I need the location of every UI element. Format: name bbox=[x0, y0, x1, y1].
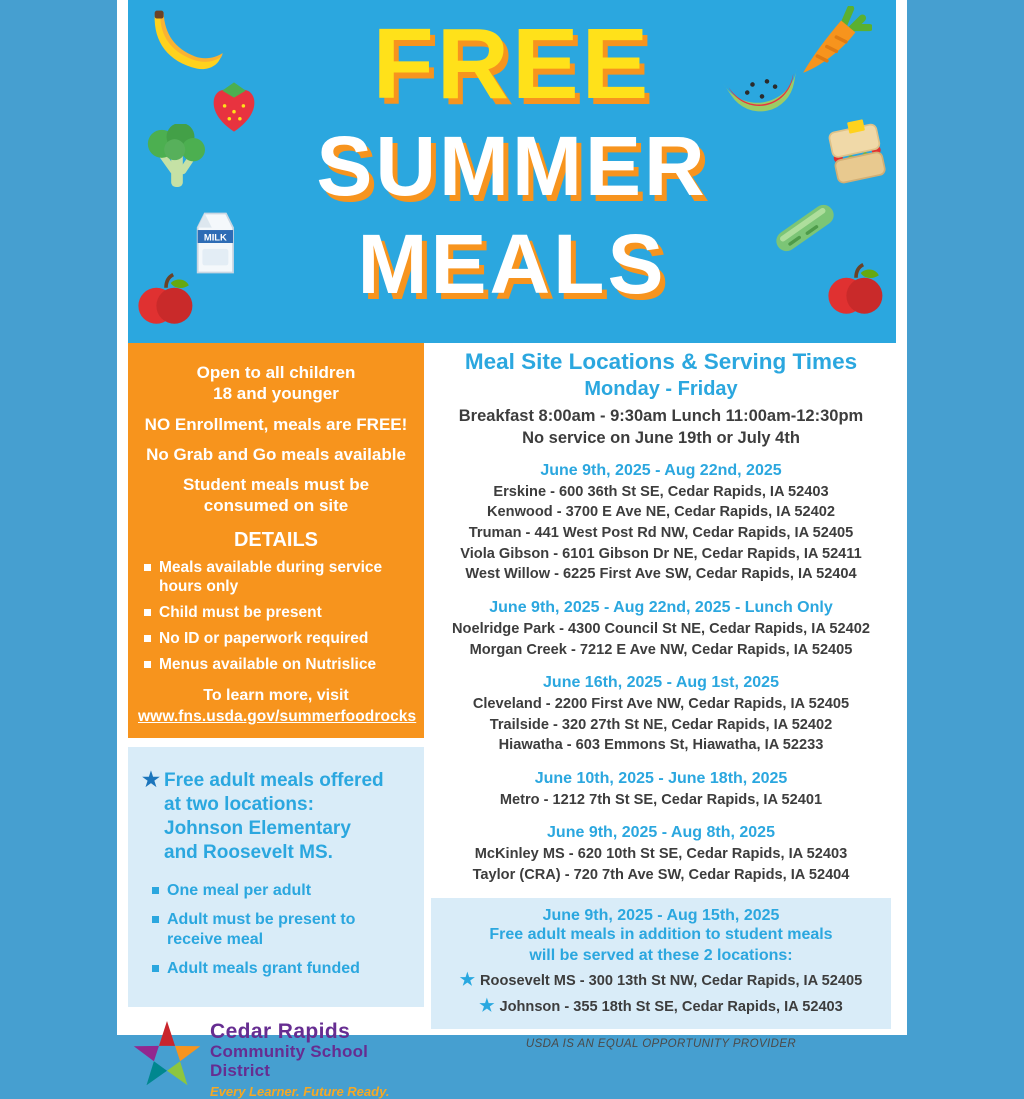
section-dates: June 9th, 2025 - Aug 22nd, 2025 bbox=[540, 462, 782, 479]
adult-bullets-list bbox=[144, 881, 412, 979]
adult-box-notes bbox=[433, 925, 889, 967]
adult-meals-locations-box bbox=[431, 898, 891, 1028]
section-dates: June 9th, 2025 - Aug 22nd, 2025 - Lunch Only bbox=[489, 599, 833, 617]
meal-site-section bbox=[431, 768, 891, 810]
star-icon: ★ bbox=[142, 768, 160, 791]
info-line: NO Enrollment, meals are FREE! bbox=[144, 414, 408, 434]
section-dates: June 16th, 2025 - Aug 1st, 2025 bbox=[543, 674, 779, 692]
apple-icon bbox=[136, 272, 196, 335]
site-line: Kenwood - 3700 E Ave NE, Cedar Rapids, IA 52402 bbox=[487, 504, 835, 521]
district-tagline: Every Learner. Future Ready. bbox=[210, 1084, 390, 1099]
detail-item: Menus available on Nutrislice bbox=[142, 655, 414, 675]
meal-site-section bbox=[431, 672, 891, 756]
adult-location-text: Johnson - 355 18th St SE, Cedar Rapids, IA 52403 bbox=[499, 998, 843, 1015]
no-service-note: No service on June 19th or July 4th bbox=[522, 429, 800, 447]
meal-site-sections bbox=[431, 460, 891, 885]
info-line: Open to all children bbox=[196, 363, 356, 382]
star-icon: ★ bbox=[479, 995, 495, 1015]
district-logo-text bbox=[210, 1019, 424, 1099]
site-line: McKinley MS - 620 10th St SE, Cedar Rapids, IA 52403 bbox=[474, 845, 848, 862]
site-line: West Willow - 6225 First Ave SW, Cedar Rapids, IA 52404 bbox=[465, 566, 857, 583]
adult-location-text: Roosevelt MS - 300 13th St NW, Cedar Rapids, IA 52405 bbox=[479, 972, 863, 989]
adult-bullet-item: Adult must be present to receive meal bbox=[150, 910, 412, 951]
title-free: FREE bbox=[372, 8, 652, 120]
info-line: No Grab and Go meals available bbox=[146, 444, 406, 464]
svg-text:MILK: MILK bbox=[203, 231, 227, 243]
banana-icon bbox=[148, 8, 226, 83]
adult-box-locations bbox=[433, 967, 889, 1019]
district-name-line1: Cedar Rapids bbox=[210, 1020, 351, 1044]
adult-heading-lines bbox=[164, 769, 412, 866]
info-paragraph bbox=[138, 474, 414, 517]
usda-link[interactable]: www.fns.usda.gov/summerfoodrocks bbox=[138, 707, 417, 725]
info-paragraph bbox=[138, 414, 414, 435]
info-line: consumed on site bbox=[203, 496, 349, 516]
flyer-body bbox=[128, 343, 896, 1099]
info-paragraphs bbox=[138, 362, 414, 517]
broccoli-icon bbox=[146, 124, 208, 199]
left-column bbox=[128, 343, 424, 1099]
star-icon: ★ bbox=[459, 969, 475, 989]
flyer-header bbox=[128, 0, 896, 343]
site-line: Noelridge Park - 4300 Council St NE, Cedar Rapids, IA 52402 bbox=[452, 620, 870, 637]
title-summer: SUMMER bbox=[316, 119, 708, 213]
meal-site-section bbox=[431, 822, 891, 885]
adult-box-note-line: will be served at these 2 locations: bbox=[529, 947, 793, 965]
meal-site-section bbox=[431, 597, 891, 660]
sandwich-icon bbox=[824, 118, 890, 193]
site-line: Cleveland - 2200 First Ave NW, Cedar Rapids, IA 52405 bbox=[472, 695, 850, 712]
details-list bbox=[138, 558, 414, 675]
site-line: Taylor (CRA) - 720 7th Ave SW, Cedar Rapids, IA 52404 bbox=[472, 866, 850, 883]
adult-heading-line: Free adult meals offered bbox=[164, 769, 384, 791]
detail-item: Child must be present bbox=[142, 603, 414, 623]
site-line: Viola Gibson - 6101 Gibson Dr NE, Cedar Rapids, IA 52411 bbox=[460, 545, 862, 562]
adult-heading-line: at two locations: bbox=[164, 793, 314, 815]
apple-icon bbox=[826, 262, 886, 325]
info-paragraph bbox=[138, 362, 414, 405]
flyer-page bbox=[128, 0, 896, 1099]
section-dates: June 10th, 2025 - June 18th, 2025 bbox=[534, 769, 788, 787]
adult-location-line bbox=[433, 967, 889, 993]
adult-location-line bbox=[433, 993, 889, 1019]
site-line: Hiawatha - 603 Emmons St, Hiawatha, IA 52233 bbox=[498, 737, 824, 754]
locations-heading: Meal Site Locations & Serving Times bbox=[464, 349, 858, 374]
adult-bullet-item: One meal per adult bbox=[150, 881, 412, 901]
adult-box-dates: June 9th, 2025 - Aug 15th, 2025 bbox=[542, 907, 780, 925]
info-box bbox=[128, 343, 424, 738]
milk-carton-icon bbox=[186, 210, 240, 281]
adult-heading-line: Johnson Elementary bbox=[164, 817, 351, 839]
site-line: Trailside - 320 27th St NE, Cedar Rapids, IA 52402 bbox=[489, 716, 833, 733]
learn-more-text: To learn more, visit bbox=[203, 686, 349, 704]
adult-bullet-item: Adult meals grant funded bbox=[150, 959, 412, 979]
site-line: Erskine - 600 36th St SE, Cedar Rapids, IA 52403 bbox=[493, 483, 829, 500]
district-name-line2: Community School District bbox=[210, 1042, 369, 1080]
info-line: Student meals must be bbox=[182, 475, 370, 494]
strawberry-icon bbox=[208, 80, 260, 139]
detail-item: No ID or paperwork required bbox=[142, 629, 414, 649]
details-title: DETAILS bbox=[233, 528, 319, 551]
cucumber-icon bbox=[770, 198, 840, 263]
title-meals: MEALS bbox=[357, 217, 667, 311]
adult-meals-heading bbox=[144, 769, 412, 866]
usda-footer: USDA IS AN EQUAL OPPORTUNITY PROVIDER bbox=[525, 1037, 797, 1050]
district-logo-star-icon bbox=[130, 1020, 204, 1099]
district-logo bbox=[128, 1019, 424, 1099]
section-dates: June 9th, 2025 - Aug 8th, 2025 bbox=[547, 824, 775, 842]
site-line: Metro - 1212 7th St SE, Cedar Rapids, IA 52401 bbox=[499, 791, 823, 808]
adult-box-note-line: Free adult meals in addition to student meals bbox=[489, 926, 833, 944]
adult-meals-info-box bbox=[128, 747, 424, 1007]
info-paragraph bbox=[138, 444, 414, 465]
detail-item: Meals available during service hours only bbox=[142, 558, 414, 598]
info-line: 18 and younger bbox=[213, 384, 339, 404]
site-line: Truman - 441 West Post Rd NW, Cedar Rapids, IA 52405 bbox=[468, 525, 854, 542]
serving-times: Breakfast 8:00am - 9:30am Lunch 11:00am-12:30pm bbox=[458, 407, 864, 425]
site-line: Morgan Creek - 7212 E Ave NW, Cedar Rapids, IA 52405 bbox=[469, 641, 853, 658]
meal-site-section bbox=[431, 460, 891, 585]
carrot-icon bbox=[796, 6, 872, 85]
adult-heading-line: and Roosevelt MS. bbox=[164, 842, 333, 864]
right-column bbox=[424, 343, 896, 1050]
days-subheading: Monday - Friday bbox=[584, 378, 738, 400]
